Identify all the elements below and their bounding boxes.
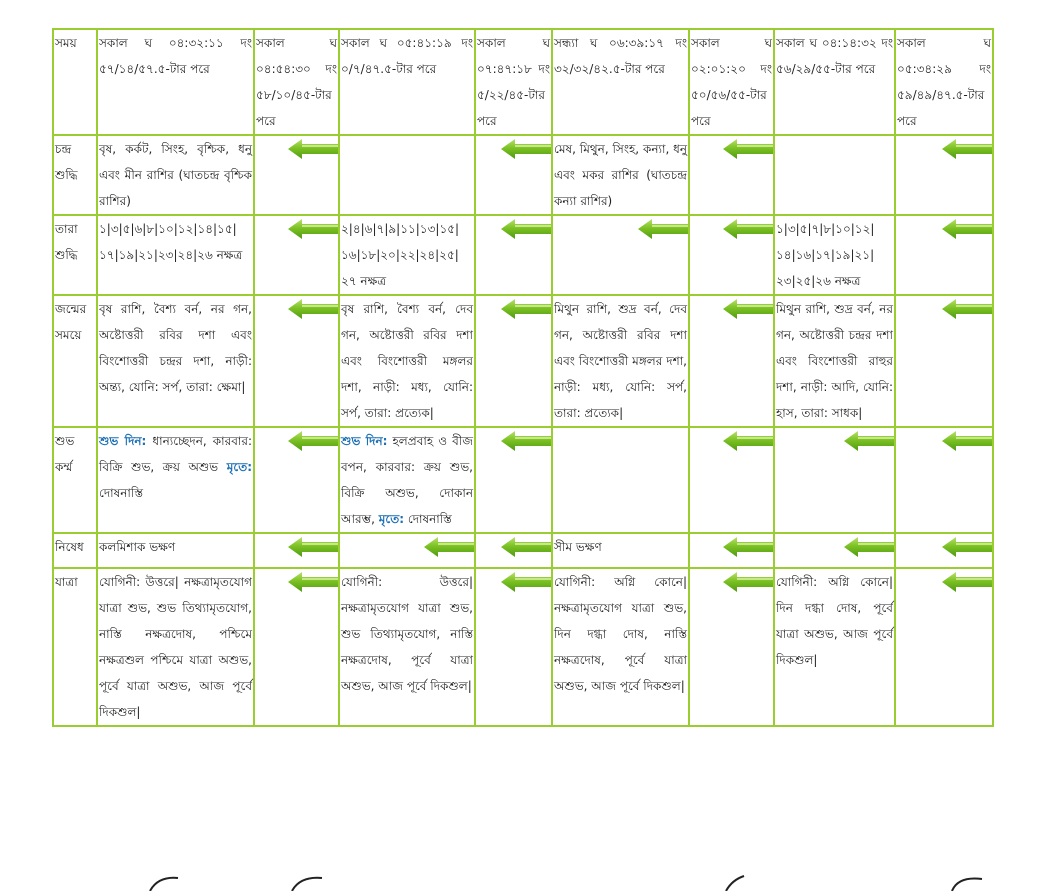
table-cell: ১|৩|৫|৬|৮|১০|১২|১৪|১৫| ১৭|১৯|২১|২৩|২৪|২৬ নক্ষত্র (97, 215, 254, 295)
left-arrow-icon (723, 430, 773, 452)
left-arrow-icon (942, 218, 992, 240)
highlight-label: শুভ দিন: (341, 434, 388, 448)
left-arrow-icon (942, 571, 992, 593)
table-cell: মেষ, মিথুন, সিংহ, কন্যা, ধনু এবং মকর রাশির (ঘাতচন্দ্র কন্যা রাশির) (552, 135, 689, 215)
table-cell: মিথুন রাশি, শুদ্র বর্ন, নর গন, অষ্টোত্তরী চন্দ্রর দশা এবং বিংশোত্তরী রাহুর দশা, নাড়ী: আদি, যোনি: হাস, তারা: সাধক| (774, 295, 895, 427)
table-cell (475, 135, 552, 215)
table-cell: সকাল ঘ ০৪:৩২:১১ দং ৫৭/১৪/৫৭.৫-টার পরে (97, 29, 254, 135)
table-cell (895, 215, 993, 295)
table-cell: যোগিনী: উত্তরে| নক্ষত্রামৃতযোগ যাত্রা শুভ, শুভ তিথ্যামৃতযোগ, নাস্তি নক্ষত্রদোষ, পশ্চিমে নক্ষত্রশুল পশ্চিমে যাত্রা অশুভ, পূর্বে যাত্রা অশুভ, আজ পূর্বে দিকশুল| (97, 568, 254, 726)
table-cell: বৃষ রাশি, বৈশ্য বর্ন, নর গন, অষ্টোত্তরী রবির দশা এবং বিংশোত্তরী চন্দ্রর দশা, নাড়ী: অন্ত্য, যোনি: সর্প, তারা: ক্ষেমা| (97, 295, 254, 427)
left-arrow-icon (288, 536, 338, 558)
table-cell (895, 135, 993, 215)
table-cell (254, 533, 339, 568)
decorative-curves (0, 870, 1047, 891)
table-cell: সীম ভক্ষণ (552, 533, 689, 568)
left-arrow-icon (501, 218, 551, 240)
row-birth-time (53, 295, 993, 427)
left-arrow-icon (288, 138, 338, 160)
table-cell (339, 427, 475, 533)
table-cell (689, 135, 774, 215)
left-arrow-icon (844, 536, 894, 558)
cell-text: দোষনাস্তি (404, 512, 452, 526)
table-cell (552, 215, 689, 295)
row-tara-shuddhi (53, 215, 993, 295)
row-label: জন্মের সময়ে (53, 295, 97, 427)
row-yatra (53, 568, 993, 726)
table-cell: বৃষ, কর্কট, সিংহ, বৃশ্চিক, ধনু এবং মীন রাশির (ঘাতচন্দ্র বৃশ্চিক রাশির) (97, 135, 254, 215)
table-cell (97, 427, 254, 533)
table-cell: মিথুন রাশি, শুদ্র বর্ন, দেব গন, অষ্টোত্তরী রবির দশা এবং বিংশোত্তরী মঙ্গলর দশা, নাড়ী: মধ্য, যোনি: সর্প, তারা: প্রত্যেক| (552, 295, 689, 427)
highlight-label: শুভ দিন: (99, 434, 147, 448)
table-cell: যোগিনী: অগ্নি কোনে| দিন দগ্ধা দোষ, পূর্বে যাত্রা অশুভ, আজ পূর্বে দিকশুল| (774, 568, 895, 726)
cell-text: দোষনাস্তি (99, 486, 143, 500)
table-cell (475, 533, 552, 568)
table-cell: সকাল ঘ ০৫:৪১:১৯ দং ০/৭/৪৭.৫-টার পরে (339, 29, 475, 135)
table-cell: ২|৪|৬|৭|৯|১১|১৩|১৫| ১৬|১৮|২০|২২|২৪|২৫| ২৭ নক্ষত্র (339, 215, 475, 295)
table-cell: সকাল ঘ ০৪:১৪:৩২ দং ৫৬/২৯/৫৫-টার পরে (774, 29, 895, 135)
left-arrow-icon (723, 218, 773, 240)
left-arrow-icon (288, 218, 338, 240)
table-cell: সন্ধ্যা ঘ ০৬:৩৯:১৭ দং ৩২/৩২/৪২.৫-টার পরে (552, 29, 689, 135)
left-arrow-icon (942, 536, 992, 558)
table-cell: বৃষ রাশি, বৈশ্য বর্ন, দেব গন, অষ্টোত্তরী রবির দশা এবং বিংশোত্তরী মঙ্গলর দশা, নাড়ী: মধ্য, যোনি: সর্প, তারা: প্রত্যেক| (339, 295, 475, 427)
table-cell (689, 215, 774, 295)
table-cell (895, 568, 993, 726)
table-cell: কলমিশাক ভক্ষণ (97, 533, 254, 568)
table-cell: সকাল ঘ ০২:০১:২০ দং ৫০/৫৬/৫৫-টার পরে (689, 29, 774, 135)
table-cell: সকাল ঘ ০৪:৫৪:৩০ দং ৫৮/১০/৪৫-টার পরে (254, 29, 339, 135)
left-arrow-icon (501, 298, 551, 320)
row-label: নিষেধ (53, 533, 97, 568)
left-arrow-icon (501, 430, 551, 452)
table-cell (339, 533, 475, 568)
row-label: শুভ কর্ম্ম (53, 427, 97, 533)
table-cell (689, 295, 774, 427)
table-cell: সকাল ঘ ০৭:৪৭:১৮ দং ৫/২২/৪৫-টার পরে (475, 29, 552, 135)
table-cell (774, 533, 895, 568)
table-cell (895, 295, 993, 427)
panjika-table (52, 28, 994, 727)
left-arrow-icon (942, 298, 992, 320)
left-arrow-icon (501, 138, 551, 160)
table-cell (475, 215, 552, 295)
table-cell: ১|৩|৫|৭|৮|১০|১২| ১৪|১৬|১৭|১৯|২১| ২৩|২৫|২৬ নক্ষত্র (774, 215, 895, 295)
row-label: যাত্রা (53, 568, 97, 726)
left-arrow-icon (638, 218, 688, 240)
table-cell (895, 533, 993, 568)
left-arrow-icon (844, 430, 894, 452)
row-label: সময় (53, 29, 97, 135)
table-cell (254, 215, 339, 295)
cell-text: হলপ্রবাহ ও বীজ বপন, কারবার: ক্রয় শুভ, বিক্রি অশুভ, দোকান আরম্ভ, (341, 434, 473, 526)
row-chandra-shuddhi (53, 135, 993, 215)
table-cell (774, 427, 895, 533)
row-label: চন্দ্র শুদ্ধি (53, 135, 97, 215)
row-label: তারা শুদ্ধি (53, 215, 97, 295)
table-cell (254, 568, 339, 726)
table-cell (774, 135, 895, 215)
row-nishedh (53, 533, 993, 568)
table-cell (475, 295, 552, 427)
table-cell: যোগিনী: অগ্নি কোনে| নক্ষত্রামৃতযোগ যাত্রা শুভ, দিন দগ্ধা দোষ, নাস্তি নক্ষত্রদোষ, পূর্বে যাত্রা অশুভ, আজ পূর্বে দিকশুল| (552, 568, 689, 726)
table-cell (895, 427, 993, 533)
highlight-label: মৃতে: (226, 460, 252, 474)
left-arrow-icon (723, 571, 773, 593)
left-arrow-icon (424, 536, 474, 558)
left-arrow-icon (288, 571, 338, 593)
table-cell (339, 135, 475, 215)
row-shubha-karma (53, 427, 993, 533)
table-cell (254, 295, 339, 427)
highlight-label: মৃতে: (378, 512, 405, 526)
table-cell (475, 427, 552, 533)
left-arrow-icon (723, 536, 773, 558)
left-arrow-icon (942, 430, 992, 452)
table-cell (475, 568, 552, 726)
table-cell (254, 427, 339, 533)
left-arrow-icon (501, 571, 551, 593)
table-cell (689, 533, 774, 568)
table-cell (689, 427, 774, 533)
left-arrow-icon (723, 138, 773, 160)
left-arrow-icon (501, 536, 551, 558)
table-cell: যোগিনী: উত্তরে| নক্ষত্রামৃতযোগ যাত্রা শুভ, শুভ তিথ্যামৃতযোগ, নাস্তি নক্ষত্রদোষ, পূর্বে যাত্রা অশুভ, আজ পূর্বে দিকশুল| (339, 568, 475, 726)
left-arrow-icon (942, 138, 992, 160)
table-cell: সকাল ঘ ০৫:৩৪:২৯ দং ৫৯/৪৯/৪৭.৫-টার পরে (895, 29, 993, 135)
left-arrow-icon (723, 298, 773, 320)
table-cell (552, 427, 689, 533)
left-arrow-icon (288, 298, 338, 320)
left-arrow-icon (288, 430, 338, 452)
table-cell (254, 135, 339, 215)
row-time (53, 29, 993, 135)
cell-text: ধান্যচ্ছেদন, কারবার: বিক্রি শুভ, ক্রয় অশুভ (99, 434, 252, 474)
table-cell (689, 568, 774, 726)
